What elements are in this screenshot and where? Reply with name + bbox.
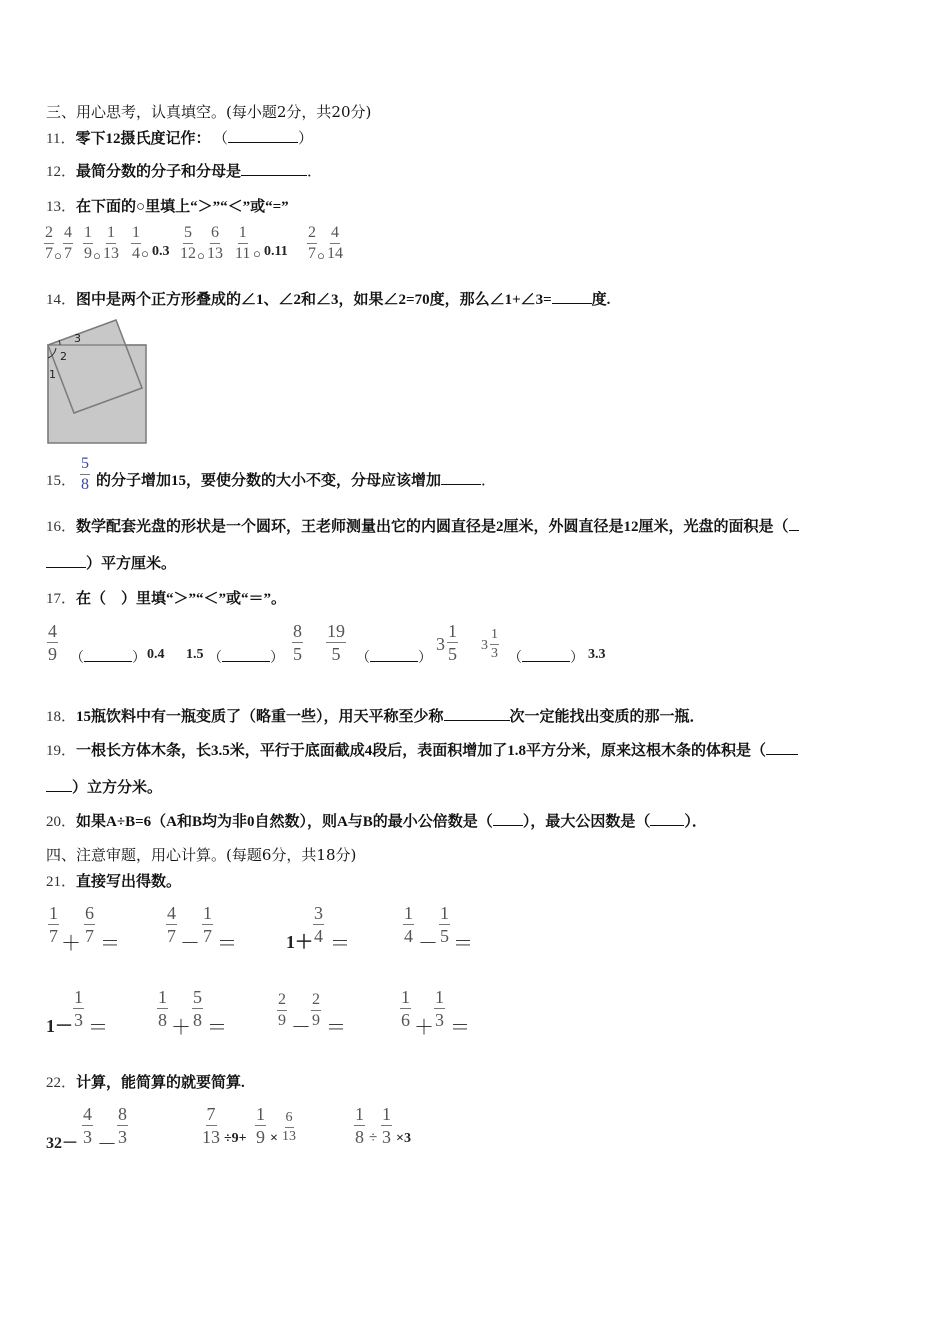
question-16 (46, 516, 799, 537)
question-number: 11． (46, 131, 76, 147)
fraction: 19 5 (327, 621, 345, 664)
section4-title: 四、注意审题，用心计算。(每题6分，共18分) (46, 846, 357, 864)
answer-blank[interactable] (46, 777, 72, 792)
fraction: 4 3 (83, 1104, 92, 1147)
fraction: 2 7 (45, 224, 53, 262)
question-number: 20． (46, 814, 77, 830)
fraction: 1 4 (404, 903, 413, 946)
fraction: 6 13 (282, 1110, 296, 1144)
fraction: 4 7 (64, 224, 72, 262)
equals: ＝ (453, 933, 473, 955)
question-16-line2: ）平方厘米。 (46, 553, 176, 574)
question-number: 21． (46, 874, 77, 890)
answer-blank[interactable] (46, 553, 86, 568)
mixed-whole: 3 (436, 634, 445, 654)
equals: ＝ (217, 933, 237, 955)
operator: － (418, 933, 438, 955)
fraction: 1 6 (401, 987, 410, 1030)
question-text: 15瓶饮料中有一瓶变质了（略重一些），用天平称至少称 (76, 709, 444, 725)
question-17 (46, 588, 286, 609)
question-text: 如果A÷B=6（A和B均为非0自然数），则A与B的最小公倍数是（ (76, 814, 493, 830)
leading-term: 1－ (46, 1016, 73, 1036)
fraction: 1 3 (491, 627, 498, 661)
answer-blank[interactable] (766, 740, 798, 755)
question-number: 19． (46, 743, 77, 759)
overlapping-squares-figure (44, 318, 154, 446)
question-21 (46, 871, 181, 892)
operator: ÷9+ (224, 1131, 247, 1146)
fraction: 8 5 (293, 621, 302, 664)
equals: ＝ (100, 933, 120, 955)
question-text: 在下面的○里填上“＞”“＜”或“=” (76, 199, 289, 215)
compare-circle[interactable]: ○ (93, 248, 101, 263)
operator: ＋ (171, 1017, 191, 1039)
answer-blank[interactable] (241, 161, 307, 176)
question-12: 12．最简分数的分子和分母是 ． (46, 162, 323, 180)
equals: ＝ (450, 1017, 470, 1039)
fraction: 3 4 (314, 903, 323, 946)
fraction: 4 14 (327, 224, 343, 262)
question-11: 11．零下12摄氏度记作： （ ） (46, 129, 313, 147)
mixed-whole: 3 (481, 638, 488, 653)
question-number: 17． (46, 591, 77, 607)
question-number: 13． (46, 199, 77, 215)
question-text: 在（ ）里填“＞”“＜”或“＝”。 (76, 591, 287, 607)
question-22 (46, 1072, 245, 1093)
compare-circle[interactable]: ○ (317, 248, 325, 263)
fraction: 1 3 (74, 987, 83, 1030)
fraction: 1 13 (103, 224, 119, 262)
question-text: 图中是两个正方形叠成的∠1、∠2和∠3，如果∠2=70度，那么∠1+∠3= (76, 292, 552, 308)
operator: ÷ (369, 1130, 378, 1146)
question-number: 15． (46, 473, 77, 489)
decimal-value: 3.3 (588, 647, 606, 662)
question-number: 14． (46, 292, 77, 308)
fraction: 1 7 (49, 903, 58, 946)
leading-term: 32－ (46, 1135, 79, 1152)
answer-blank[interactable] (493, 811, 523, 826)
fraction: 1 3 (382, 1104, 391, 1147)
compare-circle[interactable]: ○ (141, 246, 149, 261)
fraction: 1 7 (203, 903, 212, 946)
question-19 (46, 740, 798, 761)
question-text: 的分子增加15，要使分数的大小不变，分母应该增加 (96, 473, 442, 489)
question-text: 一根长方体木条，长3.5米，平行于底面截成4段后，表面积增加了1.8平方分米，原来这根木条的体积是（ (76, 743, 767, 759)
operator: － (180, 933, 200, 955)
operator: ＋ (414, 1017, 434, 1039)
fraction: 1 11 (235, 224, 251, 262)
question-20: 20．如果A÷B=6（A和B均为非0自然数），则A与B的最小公倍数是（ ），最大公因数是（ ）． (46, 811, 707, 832)
fraction: 1 8 (158, 987, 167, 1030)
equals: ＝ (330, 933, 350, 955)
fraction: 1 9 (84, 224, 92, 262)
fraction: 5 8 (193, 987, 202, 1030)
operator: － (97, 1134, 117, 1156)
answer-paren[interactable]: （ ） (356, 647, 432, 667)
question-text: 计算，能简算的就要简算. (76, 1075, 245, 1091)
answer-paren[interactable]: （ ） (508, 647, 584, 667)
answer-paren[interactable]: （ ） (208, 647, 284, 667)
operator: － (291, 1017, 311, 1039)
question-text: 零下12摄氏度记作： (75, 131, 211, 147)
fraction: 6 13 (207, 224, 223, 262)
angle-label-2: 2 (60, 350, 67, 363)
question-number: 18． (46, 709, 77, 725)
fraction: 4 9 (48, 621, 57, 664)
fraction: 8 3 (118, 1104, 127, 1147)
question-18: 18．15瓶饮料中有一瓶变质了（略重一些），用天平称至少称 次一定能找出变质的那一瓶． (46, 706, 705, 727)
fraction: 1 4 (132, 224, 140, 262)
answer-blank[interactable] (441, 470, 481, 485)
answer-paren[interactable]: （ ） (70, 647, 146, 667)
operator: ＋ (61, 933, 81, 955)
question-text: 最简分数的分子和分母是 (76, 164, 242, 180)
answer-blank[interactable] (444, 706, 510, 721)
fraction: 7 13 (202, 1104, 220, 1147)
fraction: 1 5 (448, 621, 457, 664)
fraction: 2 9 (278, 991, 286, 1029)
fraction: 1 5 (440, 903, 449, 946)
decimal-value: 0.11 (264, 244, 288, 259)
fraction: 1 9 (256, 1104, 265, 1147)
question-19-line2: ）立方分米。 (46, 777, 162, 798)
decimal-value: 0.4 (147, 647, 165, 662)
fraction: 6 7 (85, 903, 94, 946)
equals: ＝ (207, 1017, 227, 1039)
fraction: 4 7 (167, 903, 176, 946)
compare-circle[interactable]: ○ (253, 246, 261, 261)
compare-circle[interactable]: ○ (54, 248, 62, 263)
decimal-value: 1.5 (186, 647, 204, 662)
question-text: 数学配套光盘的形状是一个圆环，王老师测量出它的内圆直径是2厘米，外圆直径是12厘米，光盘的面积是（ (76, 519, 789, 535)
question-15 (46, 470, 76, 491)
compare-circle[interactable]: ○ (197, 248, 205, 263)
equals: ＝ (326, 1017, 346, 1039)
fraction: 2 7 (308, 224, 316, 262)
operator: × (270, 1131, 278, 1146)
question-text: 直接写出得数。 (76, 874, 182, 890)
leading-term: 1＋ (286, 932, 313, 952)
answer-blank[interactable] (228, 128, 298, 143)
decimal-value: 0.3 (152, 244, 170, 259)
fraction: 1 3 (435, 987, 444, 1030)
question-number: 12． (46, 164, 77, 180)
question-14: 14．图中是两个正方形叠成的∠1、∠2和∠3，如果∠2=70度，那么∠1+∠3= 度. (46, 289, 610, 310)
answer-blank[interactable] (552, 289, 592, 304)
question-13 (46, 196, 289, 217)
question-15-text: 的分子增加15，要使分数的大小不变，分母应该增加 ． (96, 471, 497, 489)
fraction: 5 8 (81, 455, 89, 493)
operator: ×3 (396, 1131, 411, 1146)
section3-title: 三、用心思考，认真填空。(每小题2分，共20分) (46, 103, 372, 121)
angle-label-1: 1 (49, 368, 56, 381)
answer-blank[interactable] (789, 516, 799, 531)
equals: ＝ (88, 1017, 108, 1039)
fraction: 1 8 (355, 1104, 364, 1147)
fraction: 2 9 (312, 991, 320, 1029)
angle-label-3: 3 (74, 332, 81, 345)
answer-blank[interactable] (650, 811, 684, 826)
question-number: 16． (46, 519, 77, 535)
fraction: 5 12 (180, 224, 196, 262)
question-number: 22． (46, 1075, 77, 1091)
